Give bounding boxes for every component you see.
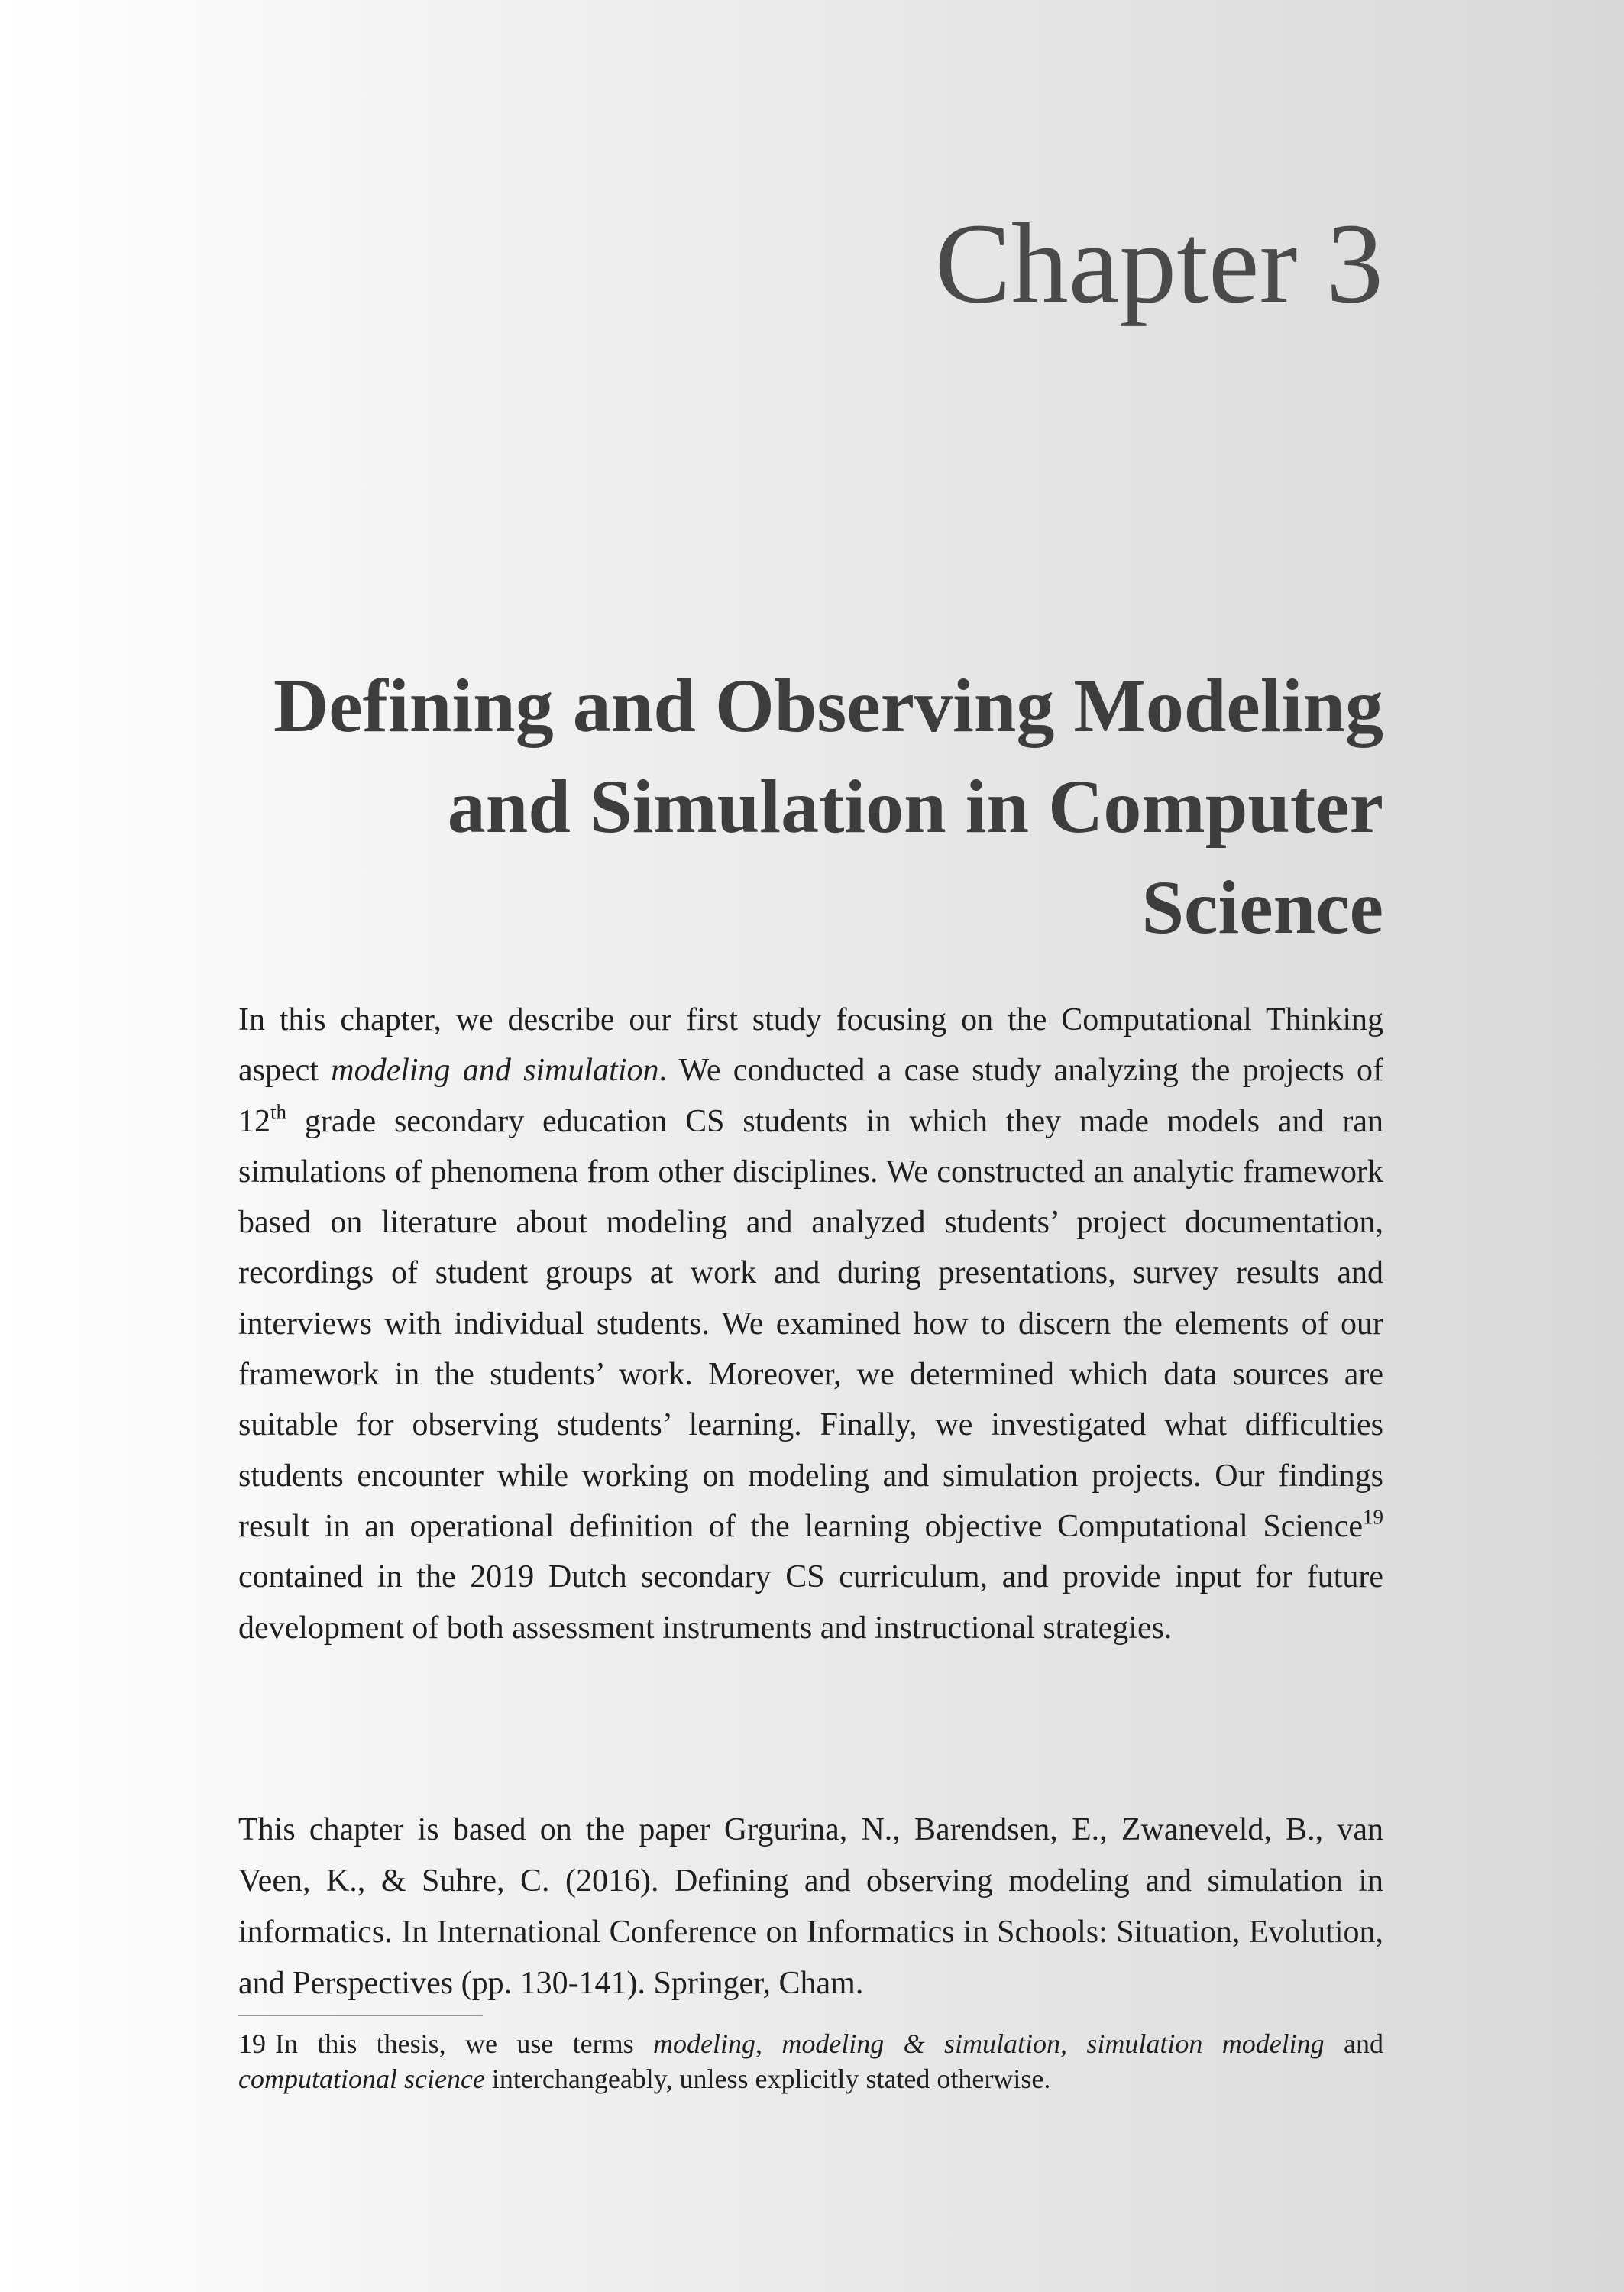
chapter-title	[161, 656, 1383, 958]
footnote-text-3: interchangeably, unless explicitly stated otherwise.	[484, 2064, 1051, 2094]
footnote	[238, 2026, 1383, 2096]
abstract-text-1: In this chapter, we describe our first study focusing on the Computational Thinking aspect	[238, 1002, 1383, 1089]
paper-basis-note: This chapter is based on the paper Grgurina, N., Barendsen, E., Zwaneveld, B., van Veen, K., & Suhre, C. (2016). Defining and observing modeling and simulation in informatics. In International Conference on Informatics in Schools: Situation, Evolution, and Perspectives (pp. 130-141). Springer, Cham.	[238, 1812, 1383, 2001]
chapter-title-line-2: and Simulation in Computer	[447, 764, 1383, 849]
footnote-italic-2: modeling & simulation, simulation modeling	[781, 2028, 1325, 2059]
abstract-text-4: contained in the 2019 Dutch secondary CS curriculum, and provide input for future development of both assessment instruments and instructional strategies.	[238, 1559, 1383, 1646]
ordinal-superscript: th	[270, 1099, 287, 1123]
abstract-text-3: grade secondary education CS students in which they made models and ran simulations of phenomena from other disciplines. We constructed an analytic framework based on literature about modeling and analyzed students’ project documentation, recordings of student groups at work and during presentations, survey results and interviews with individual students. We examined how to discern the elements of our framework in the students’ work. Moreover, we determined which data sources are suitable for observing students’ learning. Finally, we investigated what difficulties students encounter while working on modeling and simulation projects. Our findings result in an operational definition of the learning objective Computational Science	[238, 1103, 1383, 1544]
footnote-italic-1: modeling	[653, 2028, 755, 2059]
footnote-italic-3: computational science	[238, 2064, 485, 2094]
footnote-text-2: and	[1324, 2028, 1384, 2059]
chapter-label: Chapter 3	[934, 200, 1383, 327]
chapter-title-line-1: Defining and Observing Modeling	[273, 663, 1383, 748]
footnote-text-1: In this thesis, we use terms	[275, 2028, 653, 2059]
footnote-reference: 19	[1363, 1505, 1383, 1529]
chapter-title-line-3: Science	[1141, 865, 1383, 950]
chapter-abstract	[238, 995, 1383, 1653]
footnote-number: 19	[238, 2028, 266, 2059]
abstract-italic-term: modeling and simulation	[331, 1053, 659, 1089]
abstract-text-2: . We conducted a case study analyzing the projects of 12	[238, 1053, 1383, 1139]
footnote-divider	[238, 2015, 483, 2016]
footnote-separator: ,	[755, 2028, 782, 2059]
